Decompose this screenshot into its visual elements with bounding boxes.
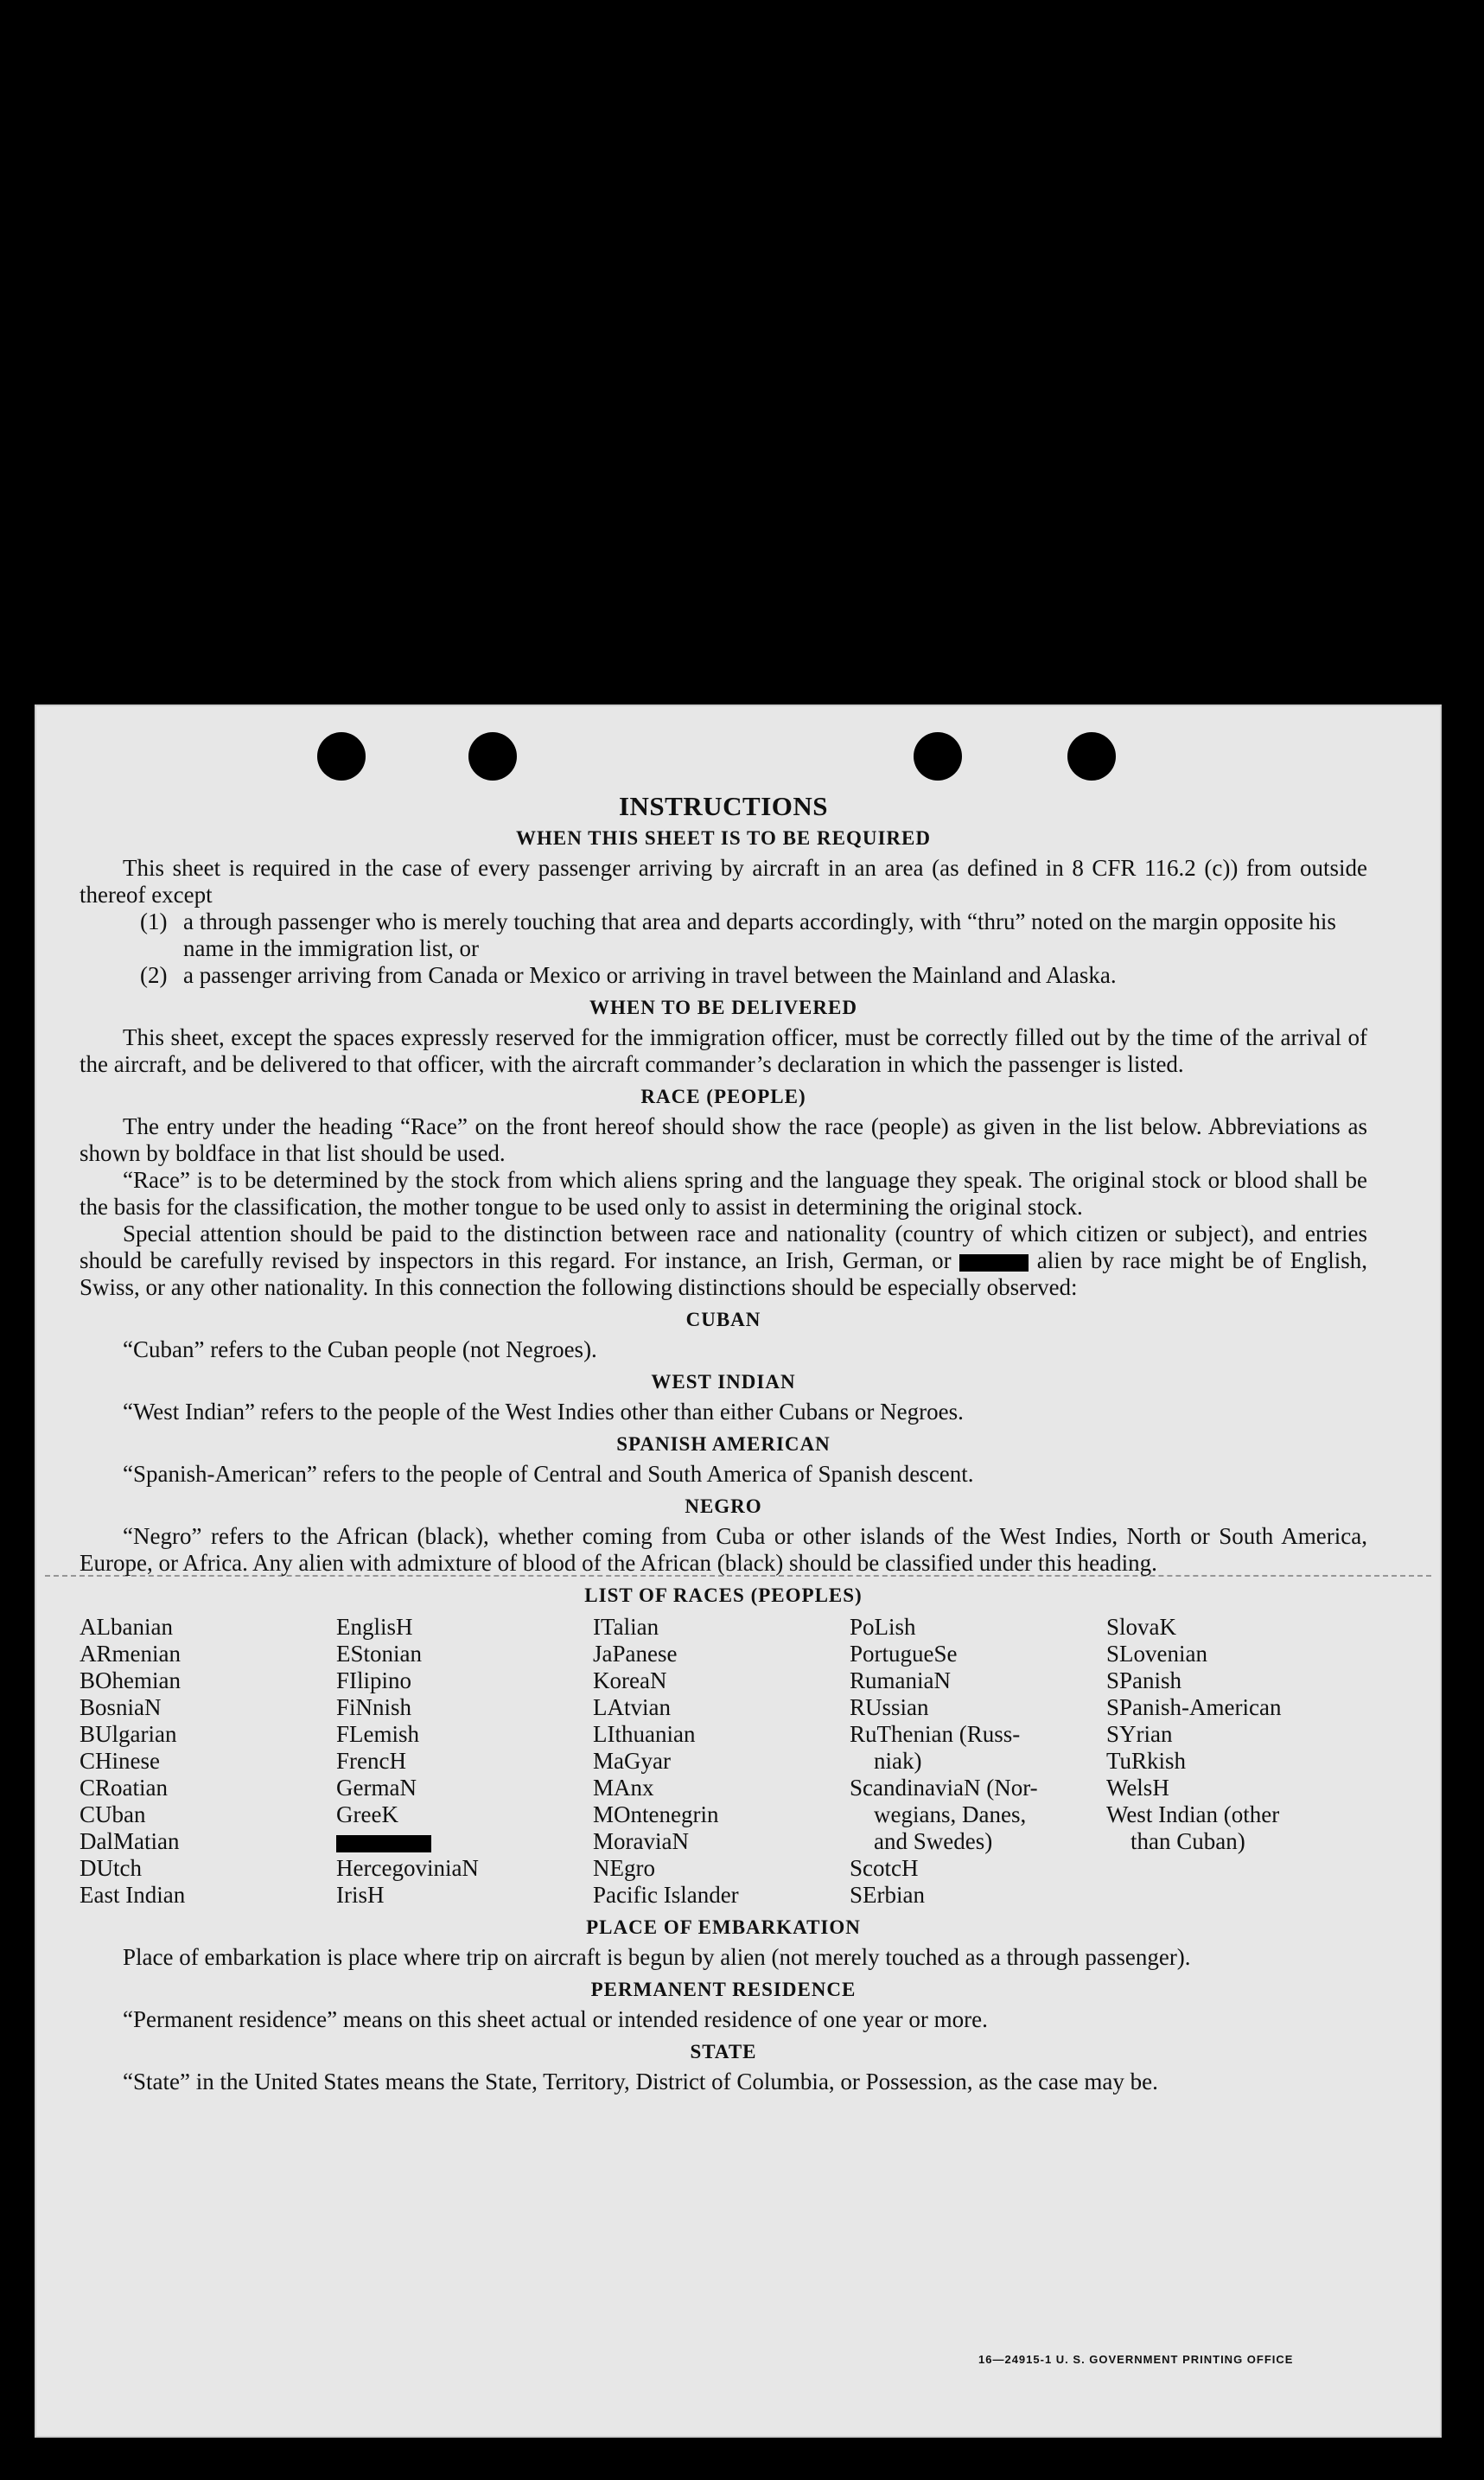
heading-spanish-american: SPANISH AMERICAN [616, 1433, 831, 1455]
race-entry: FiNnish [336, 1694, 412, 1720]
races-column [1106, 1614, 1367, 1909]
heading-list-of-races: LIST OF RACES (PEOPLES) [584, 1584, 863, 1606]
heading-cuban: CUBAN [685, 1309, 761, 1330]
when-required-text: This sheet is required in the case of every passenger arriving by aircraft in an area (as defined in 8 CFR 116.2 (c)) from outside thereof except [80, 855, 1367, 908]
heading-race: RACE (PEOPLE) [640, 1086, 806, 1107]
race-entry: ITalian [593, 1614, 659, 1640]
state-text: “State” in the United States means the State, Territory, District of Columbia, or Possession, as the case may be. [123, 2069, 1158, 2094]
race-entry: CUban [80, 1801, 146, 1827]
race-entry: GreeK [336, 1801, 398, 1827]
race-entry: FIlipino [336, 1667, 412, 1693]
race-entry: BOhemian [80, 1667, 181, 1693]
race-entry: NEgro [593, 1855, 655, 1881]
race-entry: SErbian [850, 1882, 925, 1908]
races-table [80, 1614, 1367, 1909]
embarkation-text: Place of embarkation is place where trip on aircraft is begun by alien (not merely touched as a through passenger). [123, 1944, 1191, 1970]
race-entry: niak) [874, 1748, 922, 1774]
race-entry: LAtvian [593, 1694, 671, 1720]
punch-hole [914, 732, 962, 781]
cuban-text: “Cuban” refers to the Cuban people (not Negroes). [123, 1336, 597, 1362]
race-entry: BosniaN [80, 1694, 162, 1720]
race-entry: and Swedes) [874, 1828, 993, 1854]
race-entry: MAnx [593, 1775, 654, 1801]
punch-hole [468, 732, 517, 781]
heading-when-required: WHEN THIS SHEET IS TO BE REQUIRED [516, 827, 931, 849]
race-entry: SlovaK [1106, 1614, 1176, 1640]
race-entry: wegians, Danes, [874, 1801, 1027, 1827]
punch-hole [1067, 732, 1116, 781]
race-entry: CRoatian [80, 1775, 168, 1801]
race-entry: SYrian [1106, 1721, 1173, 1747]
negro-text: “Negro” refers to the African (black), whether coming from Cuba or other islands of the West Indies, North or South America, Europe, or Africa. Any alien with admixture of blood of the African (black) should be classified under this heading. [80, 1523, 1367, 1576]
punch-hole [317, 732, 366, 781]
instruction-sheet [35, 704, 1442, 2438]
race-entry: MoraviaN [593, 1828, 689, 1854]
when-delivered-text: This sheet, except the spaces expressly reserved for the immigration officer, must be correctly filled out by the time of the arrival of the aircraft, and be delivered to that officer, with the aircraft commander’s declaration in which the passenger is listed. [80, 1024, 1367, 1077]
exception-item: (2) a passenger arriving from Canada or Mexico or arriving in travel between the Mainland and Alaska. [140, 962, 1117, 988]
race-entry: FLemish [336, 1721, 420, 1747]
race-entry: IrisH [336, 1882, 385, 1908]
race-paragraph: The entry under the heading “Race” on the front hereof should show the race (people) as given in the list below. Abbreviations as shown by boldface in that list should be used. [80, 1113, 1367, 1166]
race-entry: HercegoviniaN [336, 1855, 479, 1881]
heading-permanent-residence: PERMANENT RESIDENCE [590, 1979, 857, 2000]
race-entry: East Indian [80, 1882, 186, 1908]
printing-office-code: 16—24915-1 U. S. GOVERNMENT PRINTING OFFICE [978, 2353, 1294, 2366]
race-entry: PortugueSe [850, 1641, 958, 1667]
race-entry: SLovenian [1106, 1641, 1207, 1667]
race-entry: ScandinaviaN (Nor- [850, 1775, 1038, 1801]
heading-state: STATE [690, 2041, 757, 2062]
race-entry: ScotcH [850, 1855, 919, 1881]
race-entry: CHinese [80, 1748, 160, 1774]
west-indian-text: “West Indian” refers to the people of the West Indies other than either Cubans or Negroes. [123, 1399, 964, 1425]
races-column [80, 1614, 336, 1909]
race-entry: Pacific Islander [593, 1882, 739, 1908]
race-entry: than Cuban) [1131, 1828, 1245, 1854]
sheet-content [80, 793, 1367, 2095]
race-entry: SPanish [1106, 1667, 1182, 1693]
race-entry: West Indian (other [1106, 1801, 1280, 1827]
race-entry: PoLish [850, 1614, 916, 1640]
race-entry: SPanish-American [1106, 1694, 1282, 1720]
race-entry: BUlgarian [80, 1721, 177, 1747]
race-entry: DUtch [80, 1855, 142, 1881]
races-column [593, 1614, 850, 1909]
spanish-american-text: “Spanish-American” refers to the people of Central and South America of Spanish descent. [123, 1461, 974, 1487]
races-column [336, 1614, 593, 1909]
race-entry: TuRkish [1106, 1748, 1187, 1774]
race-entry: EnglisH [336, 1614, 413, 1640]
race-entry: WelsH [1106, 1775, 1169, 1801]
races-column [850, 1614, 1106, 1909]
race-entry: DalMatian [80, 1828, 180, 1854]
race-paragraph: Special attention should be paid to the distinction between race and nationality (country of which citizen or subject), and entries should be carefully revised by inspectors in this regard. For instance, an Irish, German, or alien by race might be of English, Swiss, or any other nationality. In this connection the following distinctions should be especially observed: [80, 1221, 1368, 1300]
redaction-mark [959, 1254, 1029, 1272]
heading-negro: NEGRO [685, 1495, 762, 1517]
race-entry: MOntenegrin [593, 1801, 719, 1827]
race-entry: KoreaN [593, 1667, 667, 1693]
heading-when-delivered: WHEN TO BE DELIVERED [589, 997, 857, 1018]
race-entry: GermaN [336, 1775, 417, 1801]
race-entry: ARmenian [80, 1641, 181, 1667]
race-entry: RuThenian (Russ- [850, 1721, 1021, 1747]
race-paragraph: “Race” is to be determined by the stock from which aliens spring and the language they speak. The original stock or blood shall be the basis for the classification, the mother tongue to be used only to assist in determining the original stock. [80, 1167, 1367, 1220]
race-entry: RUssian [850, 1694, 929, 1720]
exception-item: (1) a through passenger who is merely touching that area and departs accordingly, with “thru” noted on the margin opposite his name in the immigration list, or [140, 908, 1336, 961]
race-entry: RumaniaN [850, 1667, 951, 1693]
race-entry: EStonian [336, 1641, 422, 1667]
race-entry: ALbanian [80, 1614, 173, 1640]
residence-text: “Permanent residence” means on this sheet actual or intended residence of one year or more. [123, 2006, 988, 2032]
sheet-title: INSTRUCTIONS [618, 791, 828, 821]
race-entry: MaGyar [593, 1748, 671, 1774]
race-entry-redacted [336, 1828, 593, 1855]
heading-west-indian: WEST INDIAN [651, 1371, 796, 1393]
race-entry: LIthuanian [593, 1721, 696, 1747]
race-entry: JaPanese [593, 1641, 678, 1667]
race-entry: FrencH [336, 1748, 406, 1774]
heading-embarkation: PLACE OF EMBARKATION [586, 1916, 861, 1938]
